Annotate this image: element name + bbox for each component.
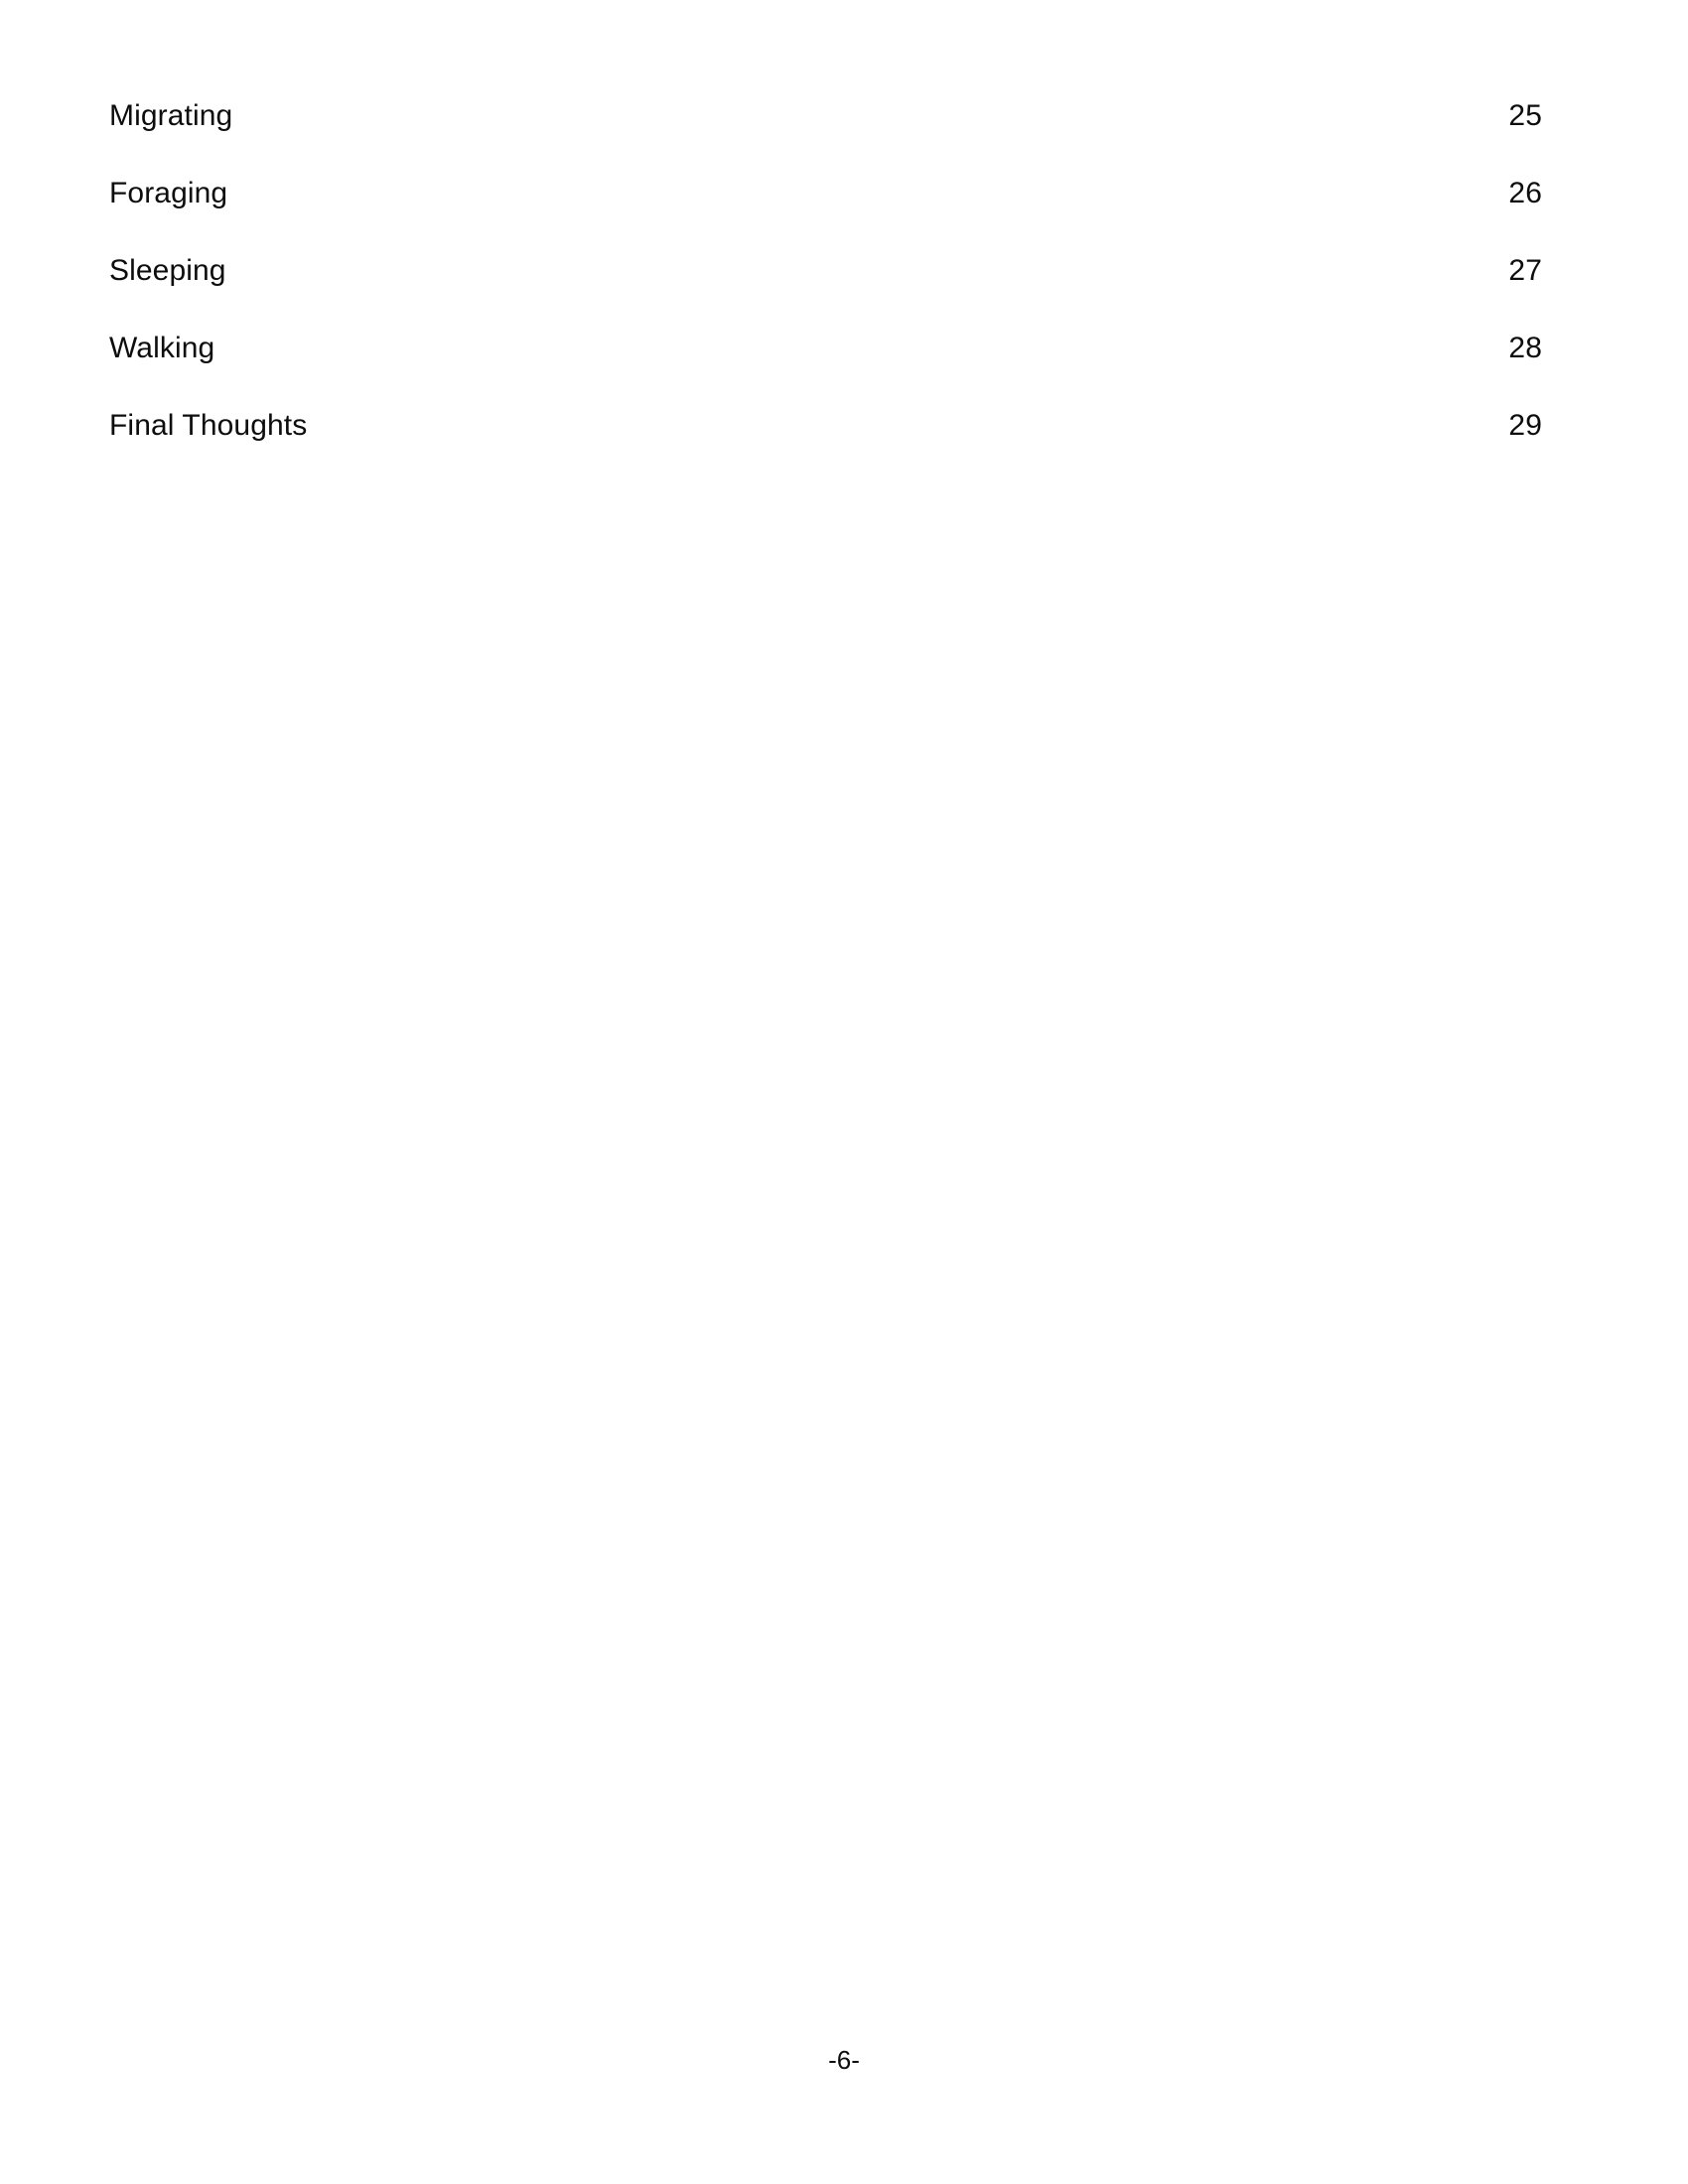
toc-entry-title: Sleeping — [109, 254, 226, 287]
toc-entry-title: Walking — [109, 332, 215, 364]
toc-entry[interactable] — [109, 77, 1544, 155]
page-footer: -6- — [828, 2045, 860, 2075]
toc-entry-page-number: 28 — [1508, 332, 1542, 364]
toc-entry[interactable] — [109, 387, 1544, 465]
toc-entry[interactable] — [109, 232, 1544, 310]
toc-entry-title: Foraging — [109, 177, 228, 209]
toc-entry[interactable] — [109, 155, 1544, 232]
toc-entry-page-number: 26 — [1508, 177, 1542, 209]
toc-entry[interactable] — [109, 310, 1544, 387]
table-of-contents — [109, 77, 1544, 465]
toc-entry-title: Migrating — [109, 99, 233, 132]
toc-entry-title: Final Thoughts — [109, 409, 308, 442]
toc-entry-page-number: 29 — [1508, 409, 1542, 442]
toc-entry-page-number: 27 — [1508, 254, 1542, 287]
toc-entry-page-number: 25 — [1508, 99, 1542, 132]
